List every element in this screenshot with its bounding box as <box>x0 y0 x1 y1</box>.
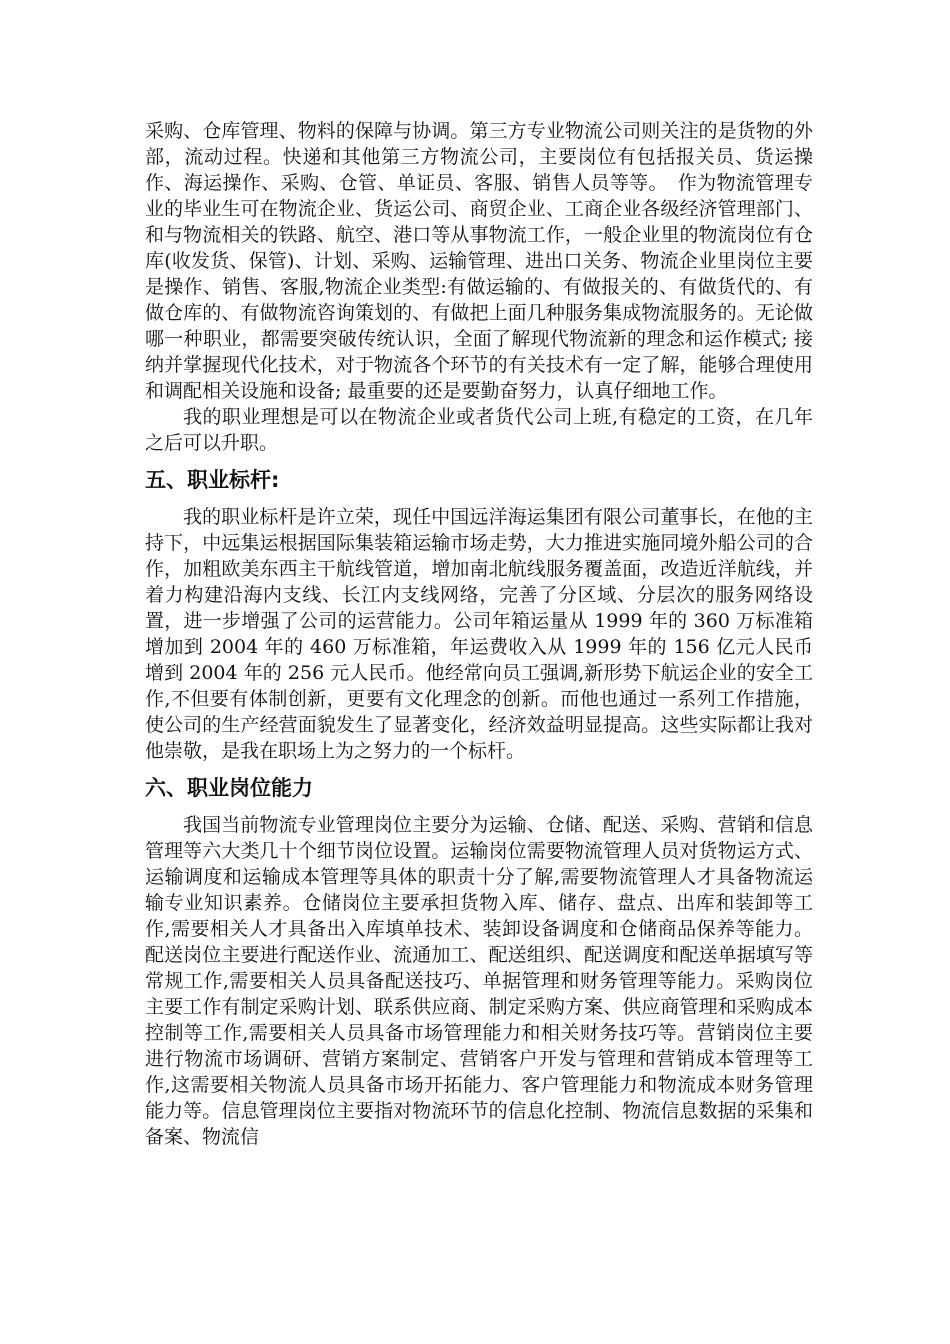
document-page <box>145 118 813 1150</box>
paragraph-job-abilities: 我国当前物流专业管理岗位主要分为运输、仓储、配送、采购、营销和信息管理等六大类几十个细节岗位设置。运输岗位需要物流管理人员对货物运方式、运输调度和运输成本管理等具体的职责十分了解,需要物流管理人才具备物流运输专业知识素养。仓储岗位主要承担货物入库、储存、盘点、出库和装卸等工作,需要相关人才具备出入库填单技术、装卸设备调度和仓储商品保养等能力。配送岗位主要进行配送作业、流通加工、配送组织、配送调度和配送单据填写等常规工作,需要相关人员具备配送技巧、单据管理和财务管理等能力。采购岗位主要工作有制定采购计划、联系供应商、制定采购方案、供应商管理和采购成本控制等工作,需要相关人员具备市场管理能力和相关财务技巧等。营销岗位主要进行物流市场调研、营销方案制定、营销客户开发与管理和营销成本管理等工作,这需要相关物流人员具备市场开拓能力、客户管理能力和物流成本财务管理能力等。信息管理岗位主要指对物流环节的信息化控制、物流信息数据的采集和备案、物流信 <box>145 814 813 1148</box>
paragraph-career-overview: 采购、仓库管理、物料的保障与协调。第三方专业物流公司则关注的是货物的外部，流动过程。快递和其他第三方物流公司，主要岗位有包括报关员、货运操作、海运操作、采购、仓管、单证员、客服、销售人员等等。 作为物流管理专业的毕业生可在物流企业、货运公司、商贸企业、工商企业各级经济管理部门、和与物流相关的铁路、航空、港口等从事物流工作，一般企业里的物流岗位有仓库(收发货、保管)、计划、采购、运输管理、进出口关务、物流企业里岗位主要是操作、销售、客服,物流企业类型:有做运输的、有做报关的、有做货代的、有做仓库的、有做物流咨询策划的、有做把上面几种服务集成物流服务的。无论做哪一种职业，都需要突破传统认识，全面了解现代物流新的理念和运作模式; 接纳并掌握现代化技术，对于物流各个环节的有关技术有一定了解，能够合理使用和调配相关设施和设备; 最重要的还是要勤奋努力，认真仔细地工作。 <box>145 120 813 402</box>
paragraph-career-benchmark: 我的职业标杆是许立荣，现任中国远洋海运集团有限公司董事长，在他的主持下，中远集运根据国际集装箱运输市场走势，大力推进实施同境外船公司的合作，加粗欧美东西主干航线管道，增加南北航线服务覆盖面，改造近洋航线，并着力构建沿海内支线、长江内支线网络，完善了分区域、分层次的服务网络设置，进一步增强了公司的运营能力。公司年箱运量从 1999 年的 360 万标准箱增加到 2004 年的 460 万标准箱，年运费收入从 1999 年的 156 亿元人民币增到 2004 年的 256 元人民币。他经常向员工强调,新形势下航运企业的安全工作,不但要有体制创新，更要有文化理念的创新。而他也通过一系列工作措施，使公司的生产经营面貌发生了显著变化，经济效益明显提高。这些实际都让我对他崇敬，是我在职场上为之努力的一个标杆。 <box>145 506 813 762</box>
paragraph-career-ideal: 我的职业理想是可以在物流企业或者货代公司上班,有稳定的工资，在几年之后可以升职。 <box>145 406 813 454</box>
section-heading-job-abilities: 六、职业岗位能力 <box>145 776 313 800</box>
section-heading-career-benchmark: 五、职业标杆: <box>145 468 280 492</box>
